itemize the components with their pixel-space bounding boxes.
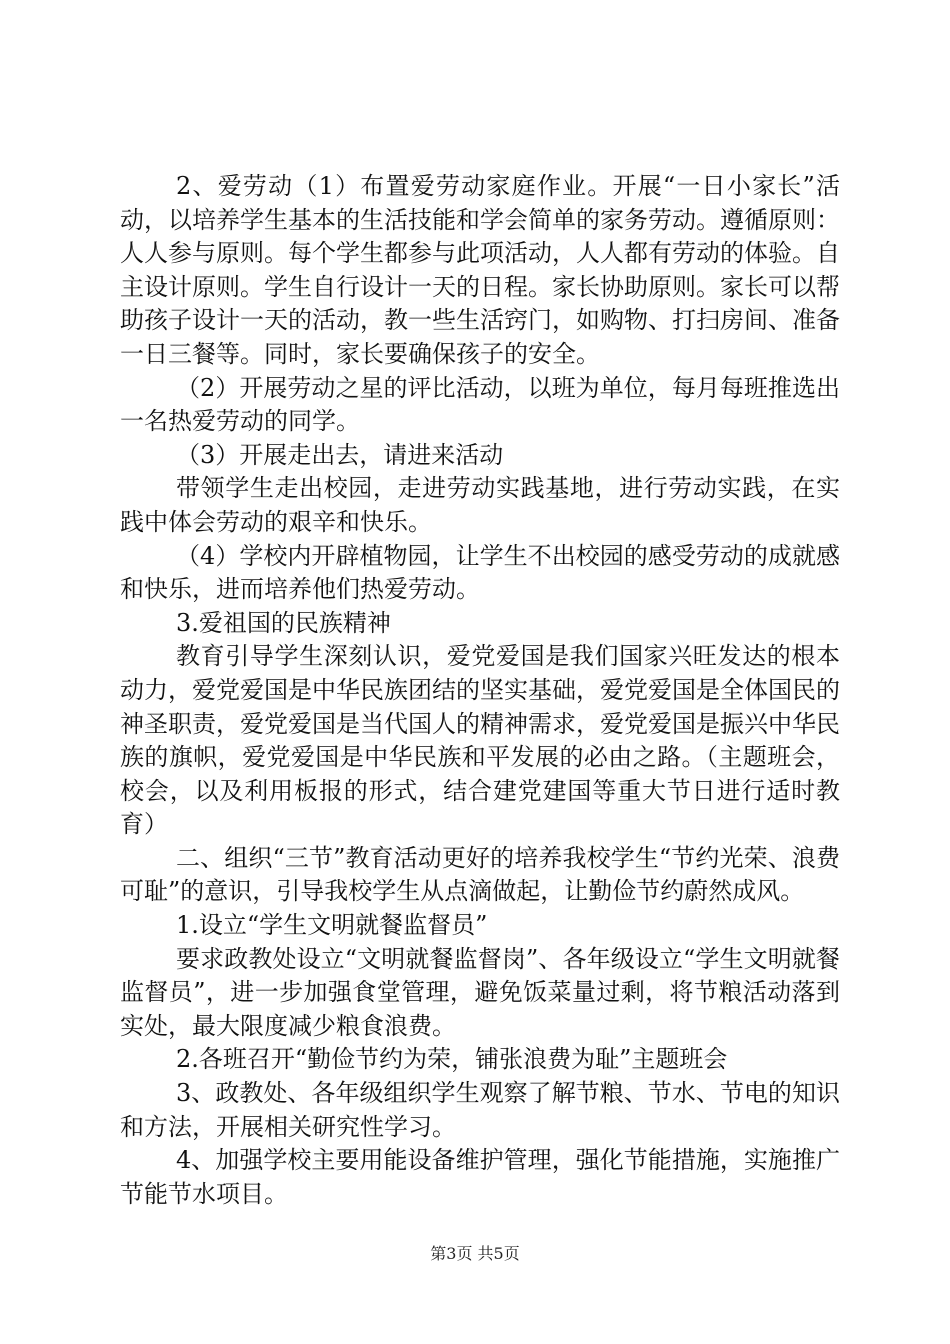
paragraph-patriotism-heading: 3.爱祖国的民族精神 [176,608,391,637]
paragraph-labor-star: （2）开展劳动之星的评比活动，以班为单位，每月每班推选出一名热爱劳动的同学。 [120,373,840,436]
document-body [120,170,840,1211]
paragraph-three-savings: 二、组织“三节”教育活动更好的培养我校学生“节约光荣、浪费可耻”的意识，引导我校学生从点滴做起，让勤俭节约蔚然成风。 [120,843,840,906]
paragraph-class-meeting: 2.各班召开“勤俭节约为荣，铺张浪费为耻”主题班会 [176,1045,728,1074]
paragraph-go-out-body: 带领学生走出校园，走进劳动实践基地，进行劳动实践，在实践中体会劳动的艰辛和快乐。 [120,474,840,536]
paragraph-dining-supervisor-body: 要求政教处设立“文明就餐监督岗”、各年级设立“学生文明就餐监督员”，进一步加强食堂管理，避免饭菜量过剩，将节粮活动落到实处，最大限度减少粮食浪费。 [120,944,840,1040]
paragraph-dining-supervisor-heading: 1.设立“学生文明就餐监督员” [176,911,488,940]
page-number-footer: 第3页 共5页 [430,1244,520,1263]
paragraph-patriotism-body: 教育引导学生深刻认识，爱党爱国是我们国家兴旺发达的根本动力，爱党爱国是中华民族团结的坚实基础，爱党爱国是全体国民的神圣职责，爱党爱国是当代国人的精神需求，爱党爱国是振兴中华民族的旗帜，爱党爱国是中华民族和平发展的必由之路。（主题班会，校会，以及利用板报的形式，结合建党建国等重大节日进行适时教育） [120,642,840,839]
paragraph-labor-intro: 2、爱劳动（1）布置爱劳动家庭作业。开展“一日小家长”活动，以培养学生基本的生活技能和学会简单的家务劳动。遵循原则：人人参与原则。每个学生都参与此项活动，人人都有劳动的体验。自主设计原则。学生自行设计一天的日程。家长协助原则。家长可以帮助孩子设计一天的活动，教一些生活窍门，如购物、打扫房间、准备一日三餐等。同时，家长要确保孩子的安全。 [120,172,840,368]
paragraph-go-out-heading: （3）开展走出去，请进来活动 [176,440,504,469]
paragraph-energy-saving: 4、加强学校主要用能设备维护管理，强化节能措施，实施推广节能节水项目。 [120,1146,840,1208]
paragraph-research-study: 3、政教处、各年级组织学生观察了解节粮、节水、节电的知识和方法，开展相关研究性学习。 [120,1079,840,1141]
paragraph-botanical-garden: （4）学校内开辟植物园，让学生不出校园的感受劳动的成就感和快乐，进而培养他们热爱劳动。 [120,541,840,604]
